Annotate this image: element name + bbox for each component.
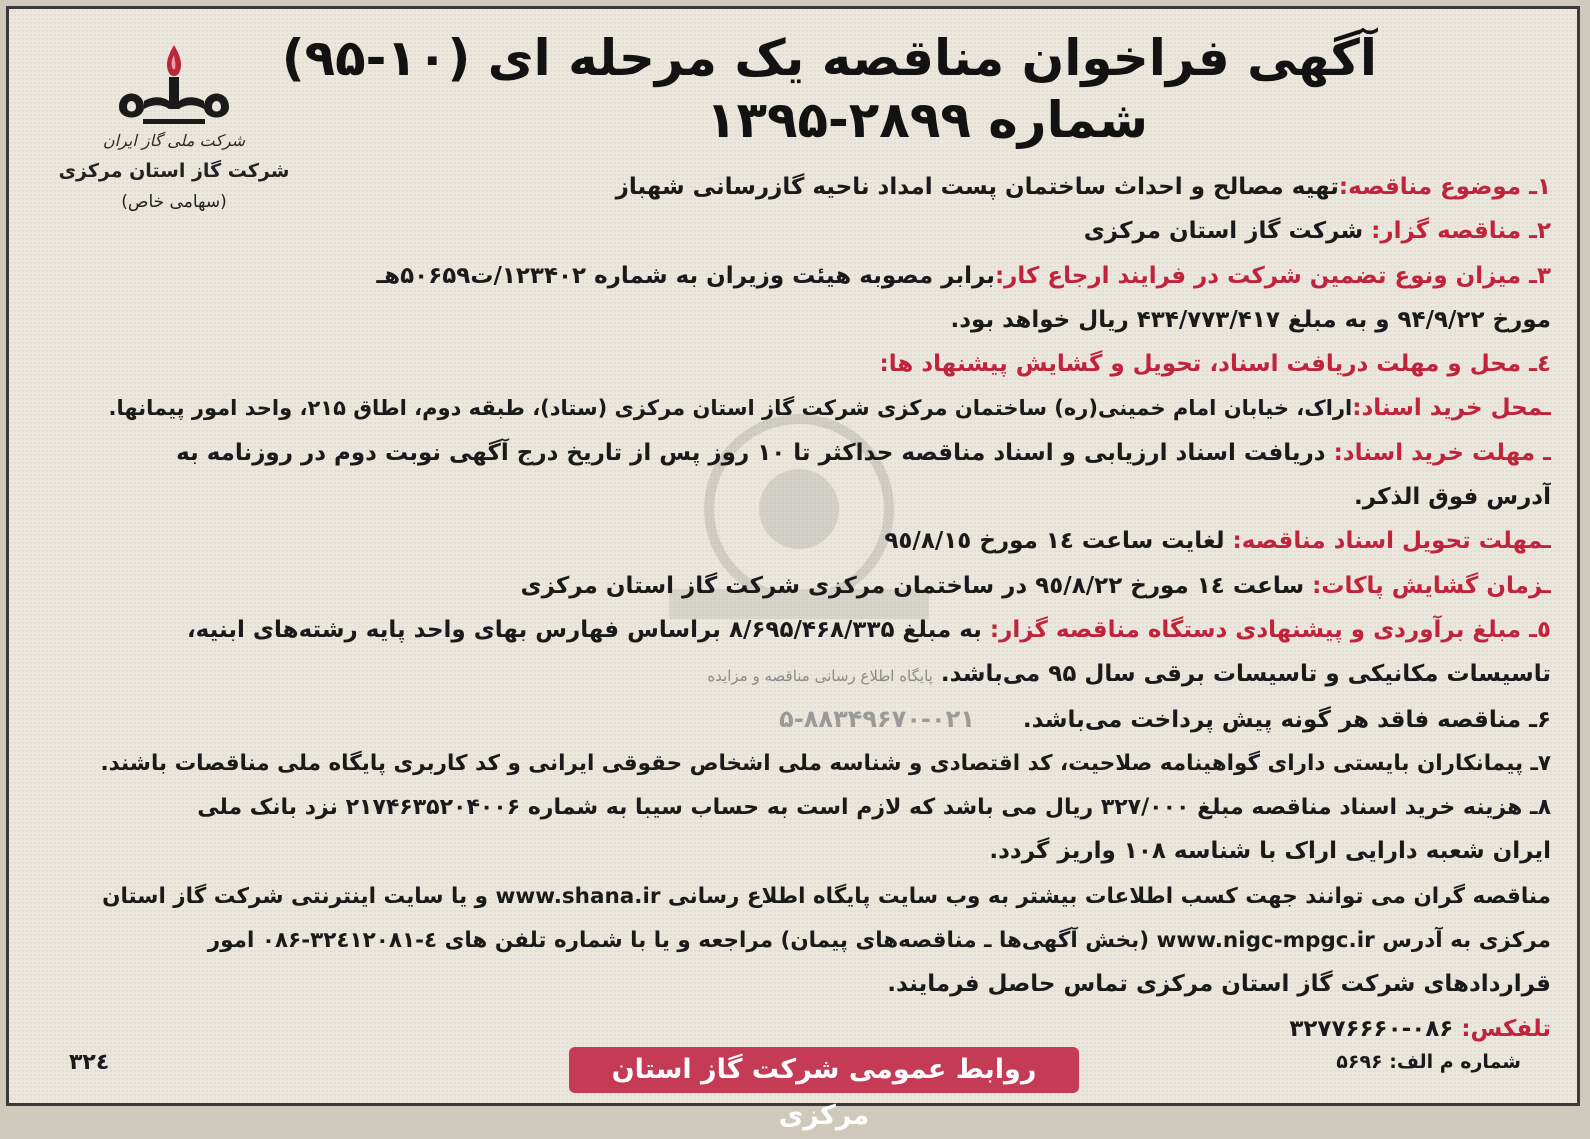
notice-number: شماره ۲۸۹۹-۱۳۹۵ — [705, 91, 1149, 149]
info-text-3: قراردادهای شرکت گاز استان مرکزی تماس حاصل فرمایند. — [887, 971, 1551, 998]
item-estimate — [29, 608, 1551, 652]
gas-company-logo-icon — [99, 37, 249, 129]
purchase-place-label: ـمحل خرید اسناد: — [1352, 395, 1551, 422]
info-text-1: مناقصه گران می توانند جهت کسب اطلاعات بیشتر به وب سایت پایگاه اطلاع رسانی www.shana.ir و یا سایت اینترنتی شرکت گاز استان — [102, 883, 1551, 909]
info-line-2 — [29, 918, 1551, 962]
estimate-label: ٥ـ مبلغ برآوردی و پیشنهادی دستگاه مناقصه گزار: — [989, 616, 1551, 643]
purchase-deadline-label: ـ مهلت خرید اسناد: — [1333, 439, 1551, 466]
item-8-text-2: ایران شعبه دارایی اراک با شناسه ۱۰۸ واریز گردد. — [989, 838, 1551, 865]
fax-text: ۰۸۶-۳۲۷۷۶۶۶۰ — [1289, 1015, 1462, 1042]
location-label: ٤ـ محل و مهلت دریافت اسناد، تحویل و گشایش پیشنهاد ها: — [879, 351, 1551, 378]
delivery-text: لغایت ساعت ١٤ مورخ ٩٥/٨/١٥ — [884, 528, 1233, 555]
item-opening — [29, 564, 1551, 608]
item-7-text: ۷ـ پیمانکاران بایستی دارای گواهینامه صلاحیت، کد اقتصادی و شناسه ملی اشخاص حقوقی ایرانی و کد کاربری پایگاه ملی مناقصات باشند. — [100, 750, 1551, 776]
delivery-label: ـمهلت تحویل اسناد مناقصه: — [1232, 528, 1551, 555]
item-estimate-cont — [29, 652, 1551, 696]
item-6-text: ۶ـ مناقصه فاقد هر گونه پیش پرداخت می‌باشد. — [1022, 706, 1551, 733]
public-relations-banner: روابط عمومی شرکت گاز استان مرکزی — [569, 1047, 1079, 1093]
item-7 — [29, 741, 1551, 785]
item-location — [29, 342, 1551, 386]
tenderer-label: ۲ـ مناقصه گزار: — [1371, 218, 1551, 245]
opening-text: ساعت ١٤ مورخ ٩٥/٨/٢٢ در ساختمان مرکزی شرکت گاز استان مرکزی — [520, 572, 1313, 599]
item-delivery — [29, 519, 1551, 563]
company-name: شرکت گاز استان مرکزی — [58, 160, 290, 182]
ref-number: شماره م الف: ۵۶۹۶ — [1336, 1051, 1521, 1073]
opening-label: ـزمان گشایش پاکات: — [1312, 572, 1551, 599]
item-8 — [29, 785, 1551, 829]
purchase-deadline-text: دریافت اسناد ارزیابی و اسناد مناقصه حداکثر تا ۱۰ روز پس از تاریخ درج آگهی نوبت دوم در روزنامه به — [176, 439, 1334, 466]
logo-script-text: شرکت ملی گاز ایران — [102, 131, 246, 150]
item-8-text: ۸ـ هزینه خرید اسناد مناقصه مبلغ ۳۲۷/۰۰۰ ریال می باشد که لازم است به حساب سیبا به شماره ۲۱۷۴۶۳۵۲۰۴۰۰۶ نزد بانک ملی — [197, 795, 1551, 821]
notice-body — [29, 165, 1551, 1051]
subject-text: تهیه مصالح و احداث ساختمان پست امداد ناحیه گازرسانی شهباز — [615, 174, 1339, 200]
guarantee-text-2: مورخ ۹۴/۹/۲۲ و به مبلغ ۴۳۴/۷۷۳/۴۱۷ ریال خواهد بود. — [950, 306, 1551, 333]
item-purchase-deadline-cont — [29, 475, 1551, 519]
info-text-2: مرکزی به آدرس www.nigc-mpgc.ir (بخش آگهی‌ها ـ مناقصه‌های پیمان) مراجعه و یا با شماره تلفن های ٤-۳۲٤۱۲۰۸۱-۰۸۶ امور — [207, 928, 1551, 954]
item-guarantee — [29, 254, 1551, 298]
estimate-text: به مبلغ ۸/۶۹۵/۴۶۸/۳۳۵ براساس فهارس بهای واحد پایه رشته‌های ابنیه، — [186, 616, 990, 643]
notice-title: آگهی فراخوان مناقصه یک مرحله ای (۱۰-۹۵) — [281, 29, 1377, 87]
tender-notice — [6, 6, 1580, 1131]
company-type: (سهامی خاص) — [121, 192, 227, 212]
subject-label: ۱ـ موضوع مناقصه: — [1338, 174, 1551, 200]
item-fax — [29, 1007, 1551, 1051]
site-phone-text: ۰۲۱-۸۸۳۴۹۶۷۰-۵ — [779, 704, 975, 733]
info-line-3 — [29, 962, 1551, 1006]
item-8-cont — [29, 829, 1551, 873]
item-subject — [29, 165, 1551, 209]
item-6 — [29, 697, 1551, 741]
purchase-deadline-text-2: آدرس فوق الذکر. — [1354, 484, 1551, 511]
guarantee-text: برابر مصوبه هیئت وزیران به شماره ۱۲۳۴۰۲/ت۵۰۶۵۹هـ — [376, 262, 995, 289]
page-code: ۳۲٤ — [69, 1050, 110, 1075]
item-purchase-place — [29, 386, 1551, 430]
notice-header — [281, 27, 1377, 151]
tenderer-text: شرکت گاز استان مرکزی — [1083, 218, 1372, 245]
site-small-text: پایگاه اطلاع رسانی مناقصه و مزایده — [707, 667, 933, 686]
item-purchase-deadline — [29, 431, 1551, 475]
purchase-place-text: اراک، خیابان امام خمینی(ره) ساختمان مرکزی شرکت گاز استان مرکزی (ستاد)، طبقه دوم، اطاق ۲۱۵، واحد امور پیمانها. — [108, 396, 1353, 421]
info-line-1 — [29, 874, 1551, 918]
item-tenderer — [29, 209, 1551, 253]
fax-label: تلفکس: — [1461, 1015, 1551, 1042]
estimate-text-2: تاسیسات مکانیکی و تاسیسات برقی سال ۹۵ می‌باشد. — [940, 661, 1551, 688]
guarantee-label: ۳ـ میزان ونوع تضمین شرکت در فرایند ارجاع کار: — [994, 262, 1551, 289]
item-guarantee-cont — [29, 298, 1551, 342]
